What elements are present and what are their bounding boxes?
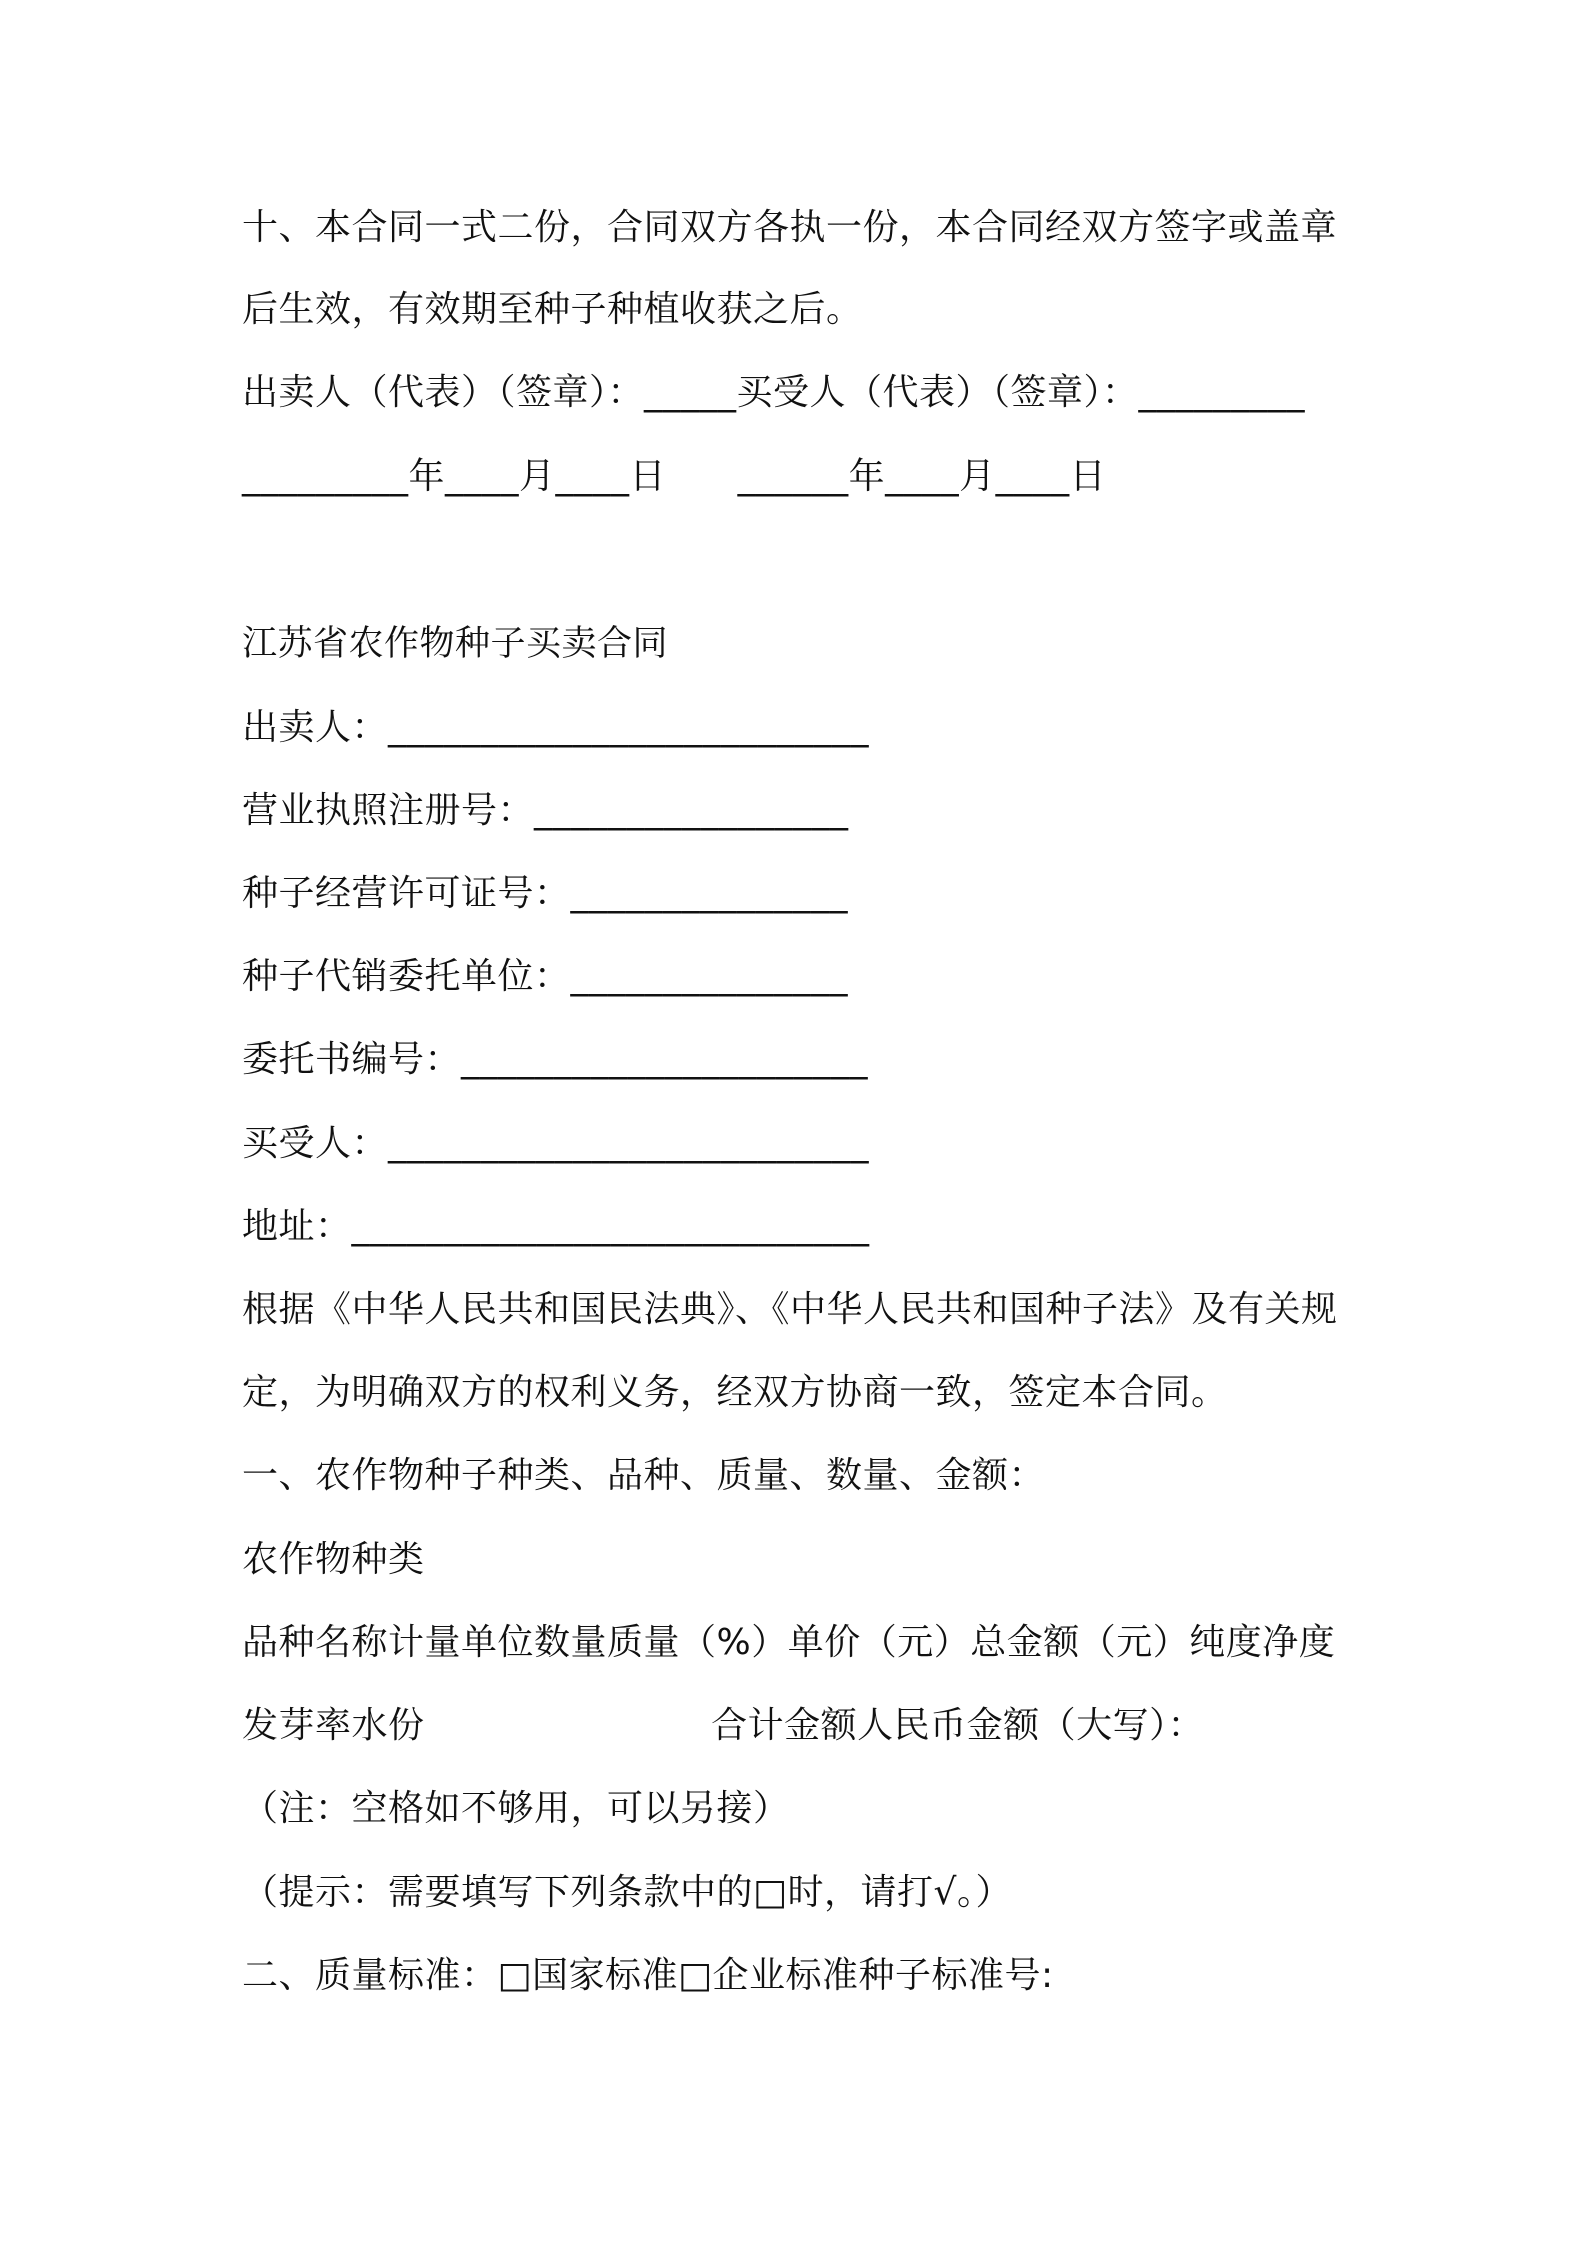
business-license-field: 营业执照注册号：_________________ — [242, 790, 849, 831]
section-ten-line-1: 十、本合同一式二份，合同双方各执一份，本合同经双方签字或盖章 — [242, 207, 1338, 248]
date-line: _________年____月____日 ______年____月____日 — [242, 456, 1107, 497]
note-line: （注：空格如不够用，可以另接） — [242, 1788, 790, 1829]
basis-line-1: 根据《中华人民共和国民法典》、《中华人民共和国种子法》及有关规 — [242, 1289, 1338, 1330]
consignor-field: 种子代销委托单位：_______________ — [242, 956, 849, 997]
contract-title: 江苏省农作物种子买卖合同 — [242, 624, 669, 664]
clause-two-heading: 二、质量标准：□国家标准□企业标准种子标准号: — [242, 1955, 1054, 1996]
commission-number-field: 委托书编号：______________________ — [242, 1039, 869, 1080]
signature-line: 出卖人（代表）（签章）：_____买受人（代表）（签章）：_________ — [242, 372, 1306, 413]
buyer-field: 买受人：__________________________ — [242, 1123, 870, 1164]
section-ten-line-2: 后生效，有效期至种子种植收获之后。 — [242, 289, 863, 330]
seed-permit-field: 种子经营许可证号：_______________ — [242, 873, 849, 914]
address-field: 地址：____________________________ — [242, 1206, 870, 1247]
basis-line-2: 定，为明确双方的权利义务，经双方协商一致，签定本合同。 — [242, 1372, 1228, 1413]
columns-line-2: 发芽率水份 合计金额人民币金额（大写）： — [242, 1705, 1205, 1746]
hint-line: （提示：需要填写下列条款中的□时，请打√。） — [242, 1872, 1012, 1913]
seller-field: 出卖人：__________________________ — [242, 707, 870, 748]
clause-one-heading: 一、农作物种子种类、品种、质量、数量、金额： — [242, 1455, 1046, 1496]
columns-line: 品种名称计量单位数量质量（%）单价（元）总金额（元）纯度净度 — [242, 1622, 1336, 1663]
crop-type-label: 农作物种类 — [242, 1539, 425, 1580]
